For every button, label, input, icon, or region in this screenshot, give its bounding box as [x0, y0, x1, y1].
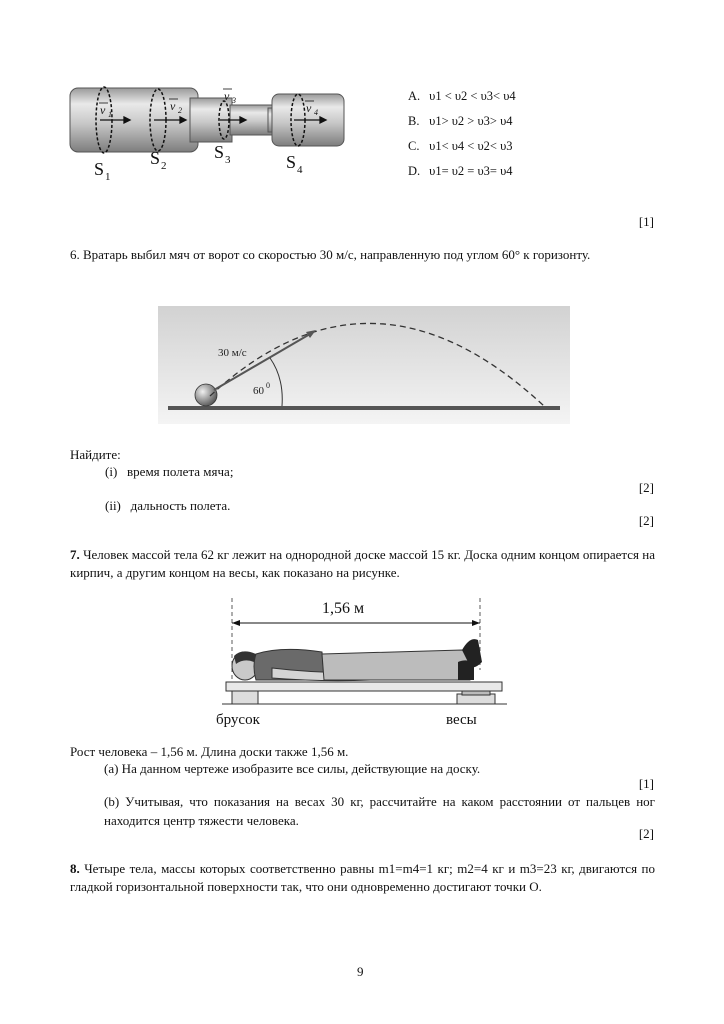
v4-label: v [306, 101, 312, 115]
svg-text:2: 2 [178, 106, 182, 115]
pipe-figure [62, 80, 352, 185]
svg-text:4: 4 [314, 108, 318, 117]
svg-text:1: 1 [105, 171, 111, 183]
v2-label: v [170, 99, 176, 113]
svg-text:4: 4 [297, 164, 303, 176]
board-figure [212, 590, 522, 738]
item-text: дальность полета. [130, 498, 231, 513]
option-letter: D. [408, 164, 421, 178]
item-number: (i) [105, 464, 118, 479]
option-text: υ1< υ4 < υ2< υ3 [429, 139, 513, 153]
svg-text:1: 1 [108, 110, 112, 119]
option-letter: C. [408, 139, 420, 153]
q8-number: 8. [70, 861, 80, 876]
s1-label: S [94, 159, 105, 179]
svg-text:2: 2 [161, 160, 167, 172]
option-b[interactable] [408, 114, 513, 129]
svg-text:3: 3 [232, 96, 236, 105]
item-text: время полета мяча; [127, 464, 234, 479]
q7-height-text: Рост человека – 1,56 м. Длина доски также 1,56 м. [70, 744, 349, 759]
option-text: υ1= υ2 = υ3= υ4 [429, 164, 513, 178]
q8-text: 8. Четыре тела, массы которых соответственно равны m1=m4=1 кг; m2=4 кг и m3=23 кг, двигаются по гладкой горизонтальной поверхности так, что они одновременно достигают точки О. [70, 861, 655, 894]
q6-item-1-mark: [2] [638, 480, 654, 495]
s4-label: S [286, 152, 297, 172]
length-label: 1,56 м [322, 600, 365, 617]
option-text: υ1 < υ2 < υ3< υ4 [429, 89, 516, 103]
option-a[interactable] [408, 89, 516, 104]
s2-label: S [150, 148, 161, 168]
page-number: 9 [357, 964, 364, 979]
option-letter: A. [408, 89, 421, 103]
q7-part-a-mark: [1] [638, 776, 654, 791]
option-letter: B. [408, 114, 420, 128]
svg-text:3: 3 [225, 154, 231, 166]
option-d[interactable] [408, 164, 513, 179]
option-text: υ1> υ2 > υ3> υ4 [429, 114, 513, 128]
q7-part-b-mark: [2] [638, 826, 654, 841]
q5-mark: [1] [638, 214, 654, 229]
scale-label: весы [446, 712, 477, 728]
ball-trajectory-figure [158, 306, 570, 424]
q7-part-a: (a) На данном чертеже изобразите все силы, действующие на доску. [104, 761, 481, 776]
q6-item-2-mark: [2] [638, 513, 654, 528]
q6-item-2 [105, 497, 230, 514]
brick-label: брусок [216, 712, 260, 728]
speed-label: 30 м/с [218, 347, 247, 359]
q7-part-b: (b) Учитывая, что показания на весах 30 кг, рассчитайте на каком расстоянии от пальцев ног находится центр тяжести человека. [104, 794, 655, 828]
v3-label: v [224, 89, 230, 103]
option-c[interactable] [408, 139, 513, 154]
s3-label: S [214, 142, 225, 162]
item-number: (ii) [105, 498, 121, 513]
svg-text:0: 0 [266, 381, 270, 390]
q6-text: 6. Вратарь выбил мяч от ворот со скоростью 30 м/с, направленную под углом 60° к горизонту. [70, 247, 591, 262]
angle-label: 60 [253, 385, 264, 397]
q6-find-label: Найдите: [70, 447, 121, 462]
q7-number: 7. [70, 547, 80, 562]
q7-text: 7. Человек массой тела 62 кг лежит на однородной доске массой 15 кг. Доска одним концом опирается на кирпич, а другим концом на весы, как показано на рисунке. [70, 547, 655, 580]
q6-item-1 [105, 463, 233, 480]
v1-label: v [100, 103, 106, 117]
